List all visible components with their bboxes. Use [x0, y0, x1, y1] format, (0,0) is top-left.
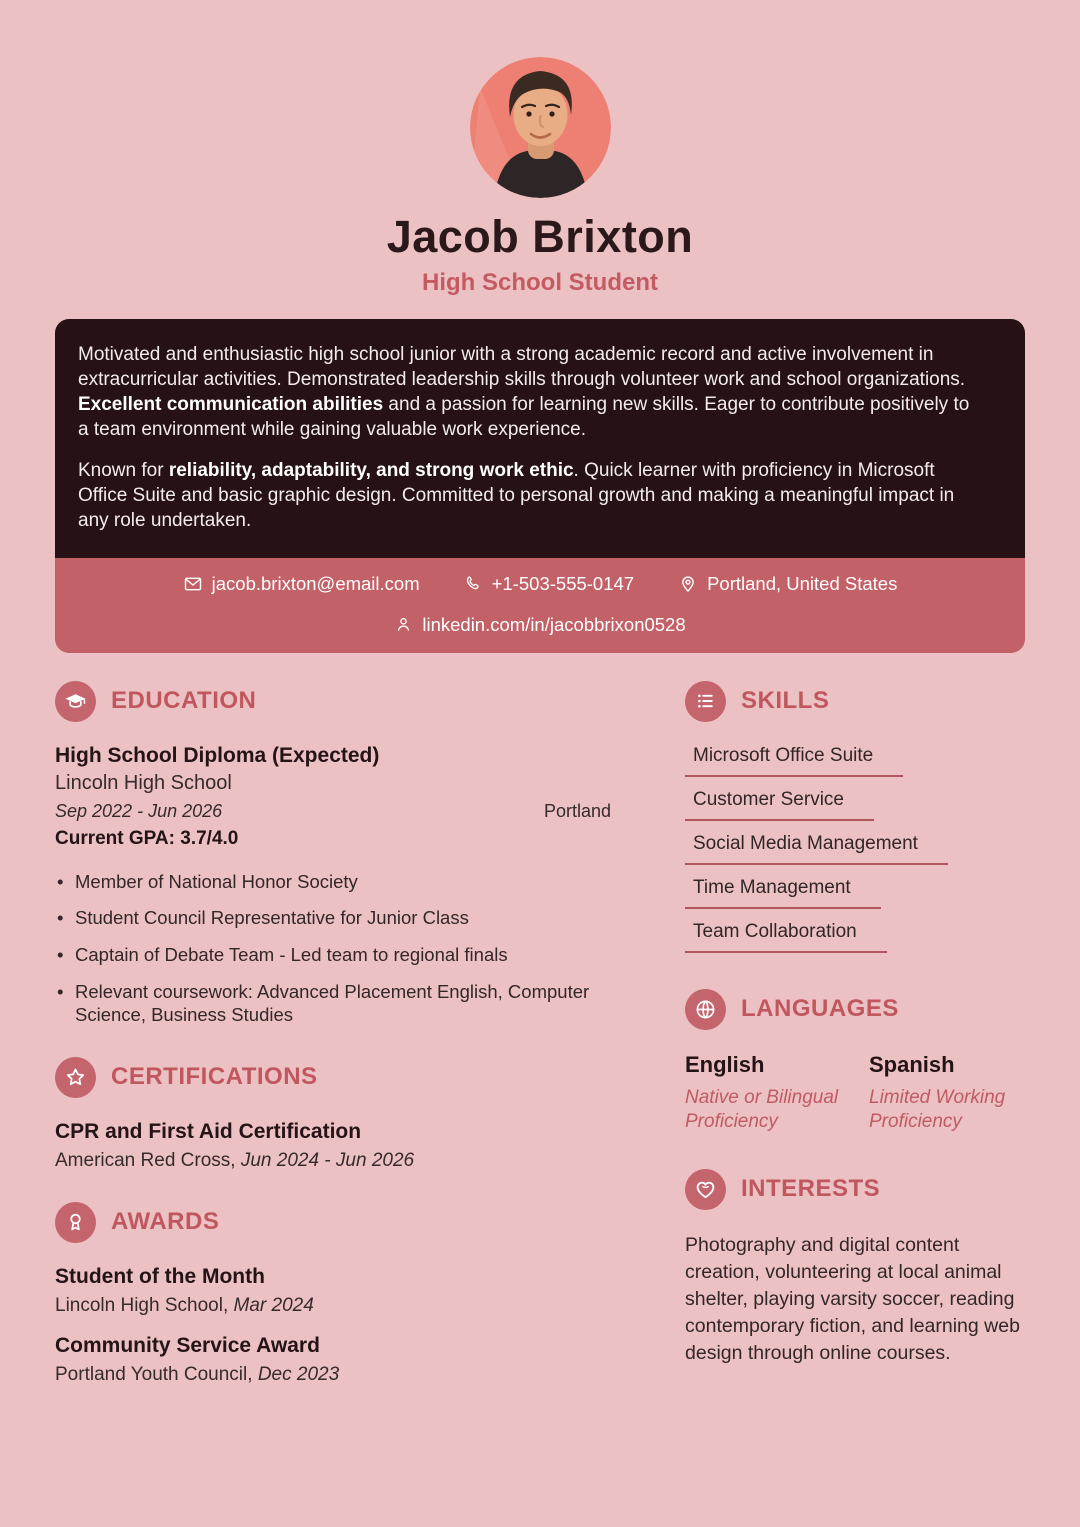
email-icon — [183, 574, 203, 594]
education-location: Portland — [543, 800, 611, 821]
awards-list — [55, 1265, 611, 1386]
interests-text: Photography and digital content creation, volunteering at local animal shelter, playing varsity soccer, reading contemporary fiction, and learning web design through online courses. — [685, 1233, 1020, 1364]
skills-title: SKILLS — [741, 687, 830, 715]
email-link[interactable] — [183, 573, 420, 595]
section-certifications — [55, 1057, 611, 1172]
awards-title: AWARDS — [111, 1208, 220, 1236]
photo-wrap — [0, 0, 1080, 198]
right-column — [685, 681, 1025, 1397]
content-columns — [55, 681, 1025, 1416]
list-icon — [685, 681, 726, 722]
candidate-job-title: High School Student — [422, 269, 658, 296]
summary-paragraph: Motivated and enthusiastic high school junior with a strong academic record and active involvement in extracurricular activities. Demonstrated leadership skills through volunteer work and school organizations. Excellent communication abilities and a passion for learning new skills. Eager to contribute positively to a team environment while gaining valuable work experience. — [78, 344, 970, 441]
skill-item: Team Collaboration — [685, 920, 887, 953]
skill-row — [685, 788, 1025, 821]
profile-photo — [470, 57, 611, 198]
awards-header — [55, 1202, 611, 1243]
certification-name: CPR and First Aid Certification — [55, 1119, 362, 1143]
interests-title: INTERESTS — [741, 1175, 881, 1203]
linkedin-link[interactable] — [394, 614, 685, 636]
globe-icon — [685, 989, 726, 1030]
phone-link[interactable] — [464, 573, 634, 595]
summary-card — [55, 319, 1025, 653]
summary-paragraph: Known for reliability, adaptability, and strong work ethic. Quick learner with proficiency in Microsoft Office Suite and basic graphic design. Committed to personal growth and making a meaningful impact in any role undertaken. — [78, 460, 955, 532]
heart-icon — [685, 1169, 726, 1210]
education-title: EDUCATION — [111, 687, 257, 715]
education-bullet: • Relevant coursework: Advanced Placement English, Computer Science, Business Studies — [55, 980, 611, 1027]
language-name: Spanish — [869, 1051, 955, 1077]
language-level: Native or Bilingual Proficiency — [685, 1086, 839, 1133]
award-issuer-line: Lincoln High School, Mar 2024 — [55, 1294, 314, 1316]
skill-item: Microsoft Office Suite — [685, 744, 903, 777]
contact-row-linkedin — [79, 614, 1001, 636]
skills-list — [685, 744, 1025, 953]
graduation-cap-icon — [55, 681, 96, 722]
phone-icon — [464, 574, 483, 593]
skill-row — [685, 920, 1025, 953]
language-item — [685, 1052, 841, 1135]
education-school: Lincoln High School — [55, 771, 232, 794]
skill-row — [685, 832, 1025, 865]
section-languages — [685, 989, 1025, 1135]
skill-item: Time Management — [685, 876, 881, 909]
phone-text: +1-503-555-0147 — [491, 572, 635, 594]
education-gpa: Current GPA: 3.7/4.0 — [55, 827, 239, 849]
email-text: jacob.brixton@email.com — [211, 572, 420, 594]
languages-header — [685, 989, 1025, 1030]
language-item — [869, 1052, 1025, 1135]
education-date-row — [55, 801, 611, 822]
skill-item: Social Media Management — [685, 832, 948, 865]
contact-row-primary — [79, 573, 1001, 595]
education-header — [55, 681, 611, 722]
skills-header — [685, 681, 1025, 722]
award-item — [55, 1265, 611, 1317]
certification-item — [55, 1120, 611, 1172]
person-icon — [394, 615, 413, 634]
certification-issuer-line: American Red Cross, Jun 2024 - Jun 2026 — [55, 1149, 415, 1171]
contact-bar — [55, 558, 1025, 653]
linkedin-text: linkedin.com/in/jacobbrixon0528 — [422, 613, 686, 635]
section-education — [55, 681, 611, 1027]
summary-box — [55, 319, 1025, 558]
location-pin-icon — [678, 574, 698, 594]
language-level: Limited Working Proficiency — [869, 1086, 1006, 1133]
languages-list — [685, 1052, 1025, 1135]
skill-item: Customer Service — [685, 788, 874, 821]
location-text: Portland, United States — [707, 572, 898, 594]
star-icon — [55, 1057, 96, 1098]
interests-header — [685, 1169, 1025, 1210]
skill-row — [685, 744, 1025, 777]
education-bullet: • Captain of Debate Team - Led team to regional finals — [55, 943, 611, 967]
education-bullet: • Member of National Honor Society — [55, 870, 611, 894]
award-name: Student of the Month — [55, 1264, 265, 1288]
left-column — [55, 681, 611, 1416]
languages-title: LANGUAGES — [741, 995, 899, 1023]
skill-row — [685, 876, 1025, 909]
award-name: Community Service Award — [55, 1333, 320, 1357]
award-item — [55, 1334, 611, 1386]
certifications-list — [55, 1120, 611, 1172]
education-bullets — [55, 870, 611, 1027]
certifications-header — [55, 1057, 611, 1098]
section-interests — [685, 1169, 1025, 1367]
language-name: English — [685, 1051, 765, 1077]
award-ribbon-icon — [55, 1202, 96, 1243]
education-degree: High School Diploma (Expected) — [55, 743, 380, 767]
location-link[interactable] — [678, 573, 897, 595]
education-dates: Sep 2022 - Jun 2026 — [55, 800, 223, 821]
certifications-title: CERTIFICATIONS — [111, 1063, 318, 1091]
education-bullet: • Student Council Representative for Junior Class — [55, 906, 611, 930]
section-skills — [685, 681, 1025, 953]
profile-photo-illustration — [470, 57, 611, 198]
section-awards — [55, 1202, 611, 1386]
candidate-name: Jacob Brixton — [386, 211, 694, 262]
award-issuer-line: Portland Youth Council, Dec 2023 — [55, 1363, 340, 1385]
